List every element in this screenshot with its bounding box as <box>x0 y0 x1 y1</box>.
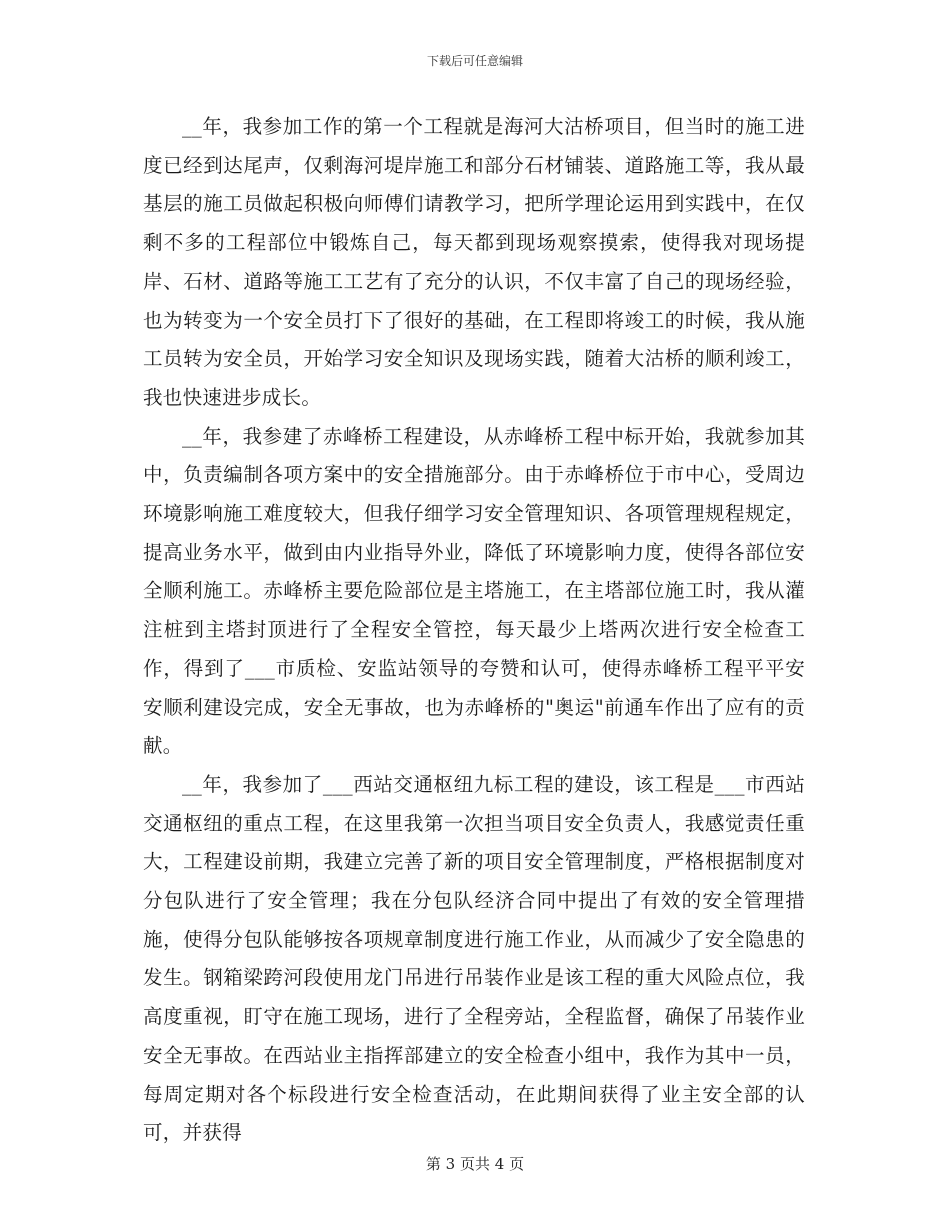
paragraph-1: __年，我参加工作的第一个工程就是海河大沽桥项目，但当时的施工进度已经到达尾声，仅剩海河堤岸施工和部分石材铺装、道路施工等，我从最基层的施工员做起积极向师傅们请教学习，把所学理论运用到实践中，在仅剩不多的工程部位中锻炼自己，每天都到现场观察摸索，使得我对现场提岸、石材、道路等施工工艺有了充分的认识，不仅丰富了自己的现场经验，也为转变为一个安全员打下了很好的基础，在工程即将竣工的时候，我从施工员转为安全员，开始学习安全知识及现场实践，随着大沽桥的顺利竣工，我也快速进步成长。 <box>143 115 805 409</box>
paragraph-2: __年，我参建了赤峰桥工程建设，从赤峰桥工程中标开始，我就参加其中，负责编制各项方案中的安全措施部分。由于赤峰桥位于市中心，受周边环境影响施工难度较大，但我仔细学习安全管理知识、各项管理规程规定，提高业务水平，做到由内业指导外业，降低了环境影响力度，使得各部位安全顺利施工。赤峰桥主要危险部位是主塔施工，在主塔部位施工时，我从灌注桩到主塔封顶进行了全程安全管控，每天最少上塔两次进行安全检查工作，得到了___市质检、安监站领导的夸赞和认可，使得赤峰桥工程平平安安顺利建设完成，安全无事故，也为赤峰桥的"奥运"前通车作出了应有的贡献。 <box>143 424 805 758</box>
document-body <box>143 108 805 1153</box>
page-header: 下载后可任意编辑 <box>426 54 523 68</box>
page-footer: 第 3 页共 4 页 <box>425 1155 525 1173</box>
paragraph-3: __年，我参加了___西站交通枢纽九标工程的建设，该工程是___市西站交通枢纽的重点工程，在这里我第一次担当项目安全负责人，我感觉责任重大，工程建设前期，我建立完善了新的项目安全管理制度，严格根据制度对分包队进行了安全管理；我在分包队经济合同中提出了有效的安全管理措施，使得分包队能够按各项规章制度进行施工作业，从而减少了安全隐患的发生。钢箱梁跨河段使用龙门吊进行吊装作业是该工程的重大风险点位，我高度重视，盯守在施工现场，进行了全程旁站，全程监督，确保了吊装作业安全无事故。在西站业主指挥部建立的安全检查小组中，我作为其中一员，每周定期对各个标段进行安全检查活动，在此期间获得了业主安全部的认可，并获得 <box>143 772 805 1145</box>
